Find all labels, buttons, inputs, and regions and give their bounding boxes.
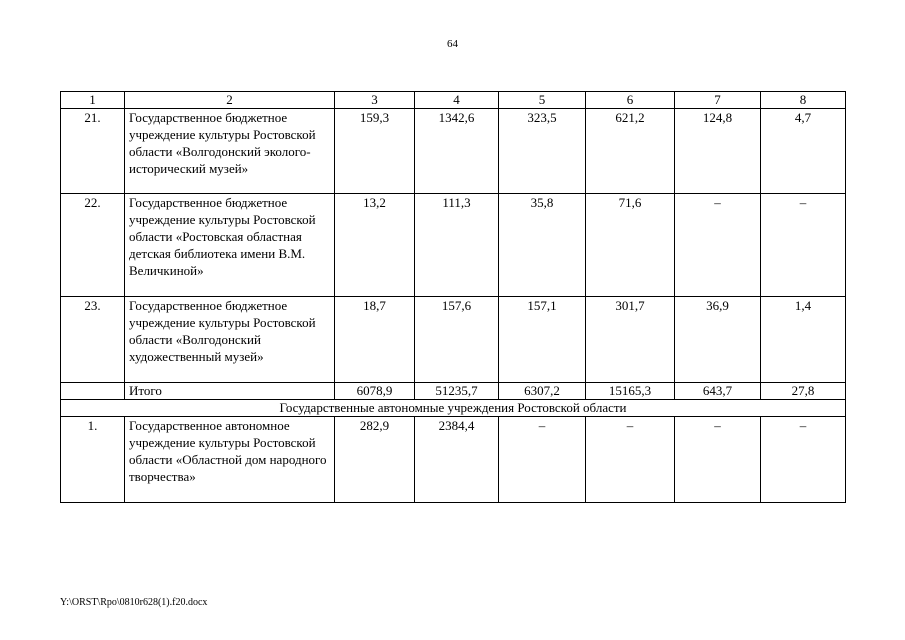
header-cell: 3 [335,92,415,109]
total-value: 643,7 [675,383,761,400]
value-cell: 1342,6 [415,109,499,194]
value-cell: 18,7 [335,297,415,383]
table-row [61,417,846,503]
total-label: Итого [125,383,335,400]
table-row [61,109,846,194]
total-value: 6307,2 [499,383,586,400]
value-cell: 111,3 [415,194,499,297]
value-cell: 124,8 [675,109,761,194]
row-number: 21. [61,109,125,194]
total-value: 15165,3 [586,383,675,400]
row-number [61,383,125,400]
row-number: 1. [61,417,125,503]
value-cell: – [586,417,675,503]
value-cell: 301,7 [586,297,675,383]
page-number: 64 [447,38,458,50]
total-value: 51235,7 [415,383,499,400]
header-cell: 2 [125,92,335,109]
header-cell: 7 [675,92,761,109]
section-title: Государственные автономные учреждения Ростовской области [61,400,846,417]
header-row [61,92,846,109]
value-cell: 621,2 [586,109,675,194]
value-cell: – [675,417,761,503]
total-value: 6078,9 [335,383,415,400]
value-cell: 323,5 [499,109,586,194]
value-cell: 35,8 [499,194,586,297]
header-cell: 5 [499,92,586,109]
table-row [61,194,846,297]
value-cell: 159,3 [335,109,415,194]
value-cell: – [761,417,846,503]
value-cell: 1,4 [761,297,846,383]
value-cell: – [761,194,846,297]
data-table [60,91,846,503]
value-cell: 282,9 [335,417,415,503]
institution-name: Государственное бюджетное учреждение культуры Ростовской области «Ростовская областная детская библиотека имени В.М. Величкиной» [125,194,335,297]
header-cell: 6 [586,92,675,109]
value-cell: – [675,194,761,297]
value-cell: 36,9 [675,297,761,383]
value-cell: 71,6 [586,194,675,297]
value-cell: 4,7 [761,109,846,194]
header-cell: 1 [61,92,125,109]
table-row [61,297,846,383]
value-cell: 13,2 [335,194,415,297]
section-row [61,400,846,417]
institution-name: Государственное бюджетное учреждение культуры Ростовской области «Волгодонский художественный музей» [125,297,335,383]
row-number: 23. [61,297,125,383]
table-body [61,92,846,503]
file-path: Y:\ORST\Rpo\0810r628(1).f20.docx [60,597,208,608]
header-cell: 8 [761,92,846,109]
value-cell: 157,1 [499,297,586,383]
institution-name: Государственное автономное учреждение культуры Ростовской области «Областной дом народного творчества» [125,417,335,503]
total-row [61,383,846,400]
header-cell: 4 [415,92,499,109]
value-cell: 157,6 [415,297,499,383]
value-cell: – [499,417,586,503]
value-cell: 2384,4 [415,417,499,503]
institution-name: Государственное бюджетное учреждение культуры Ростовской области «Волгодонский эколого-исторический музей» [125,109,335,194]
total-value: 27,8 [761,383,846,400]
row-number: 22. [61,194,125,297]
